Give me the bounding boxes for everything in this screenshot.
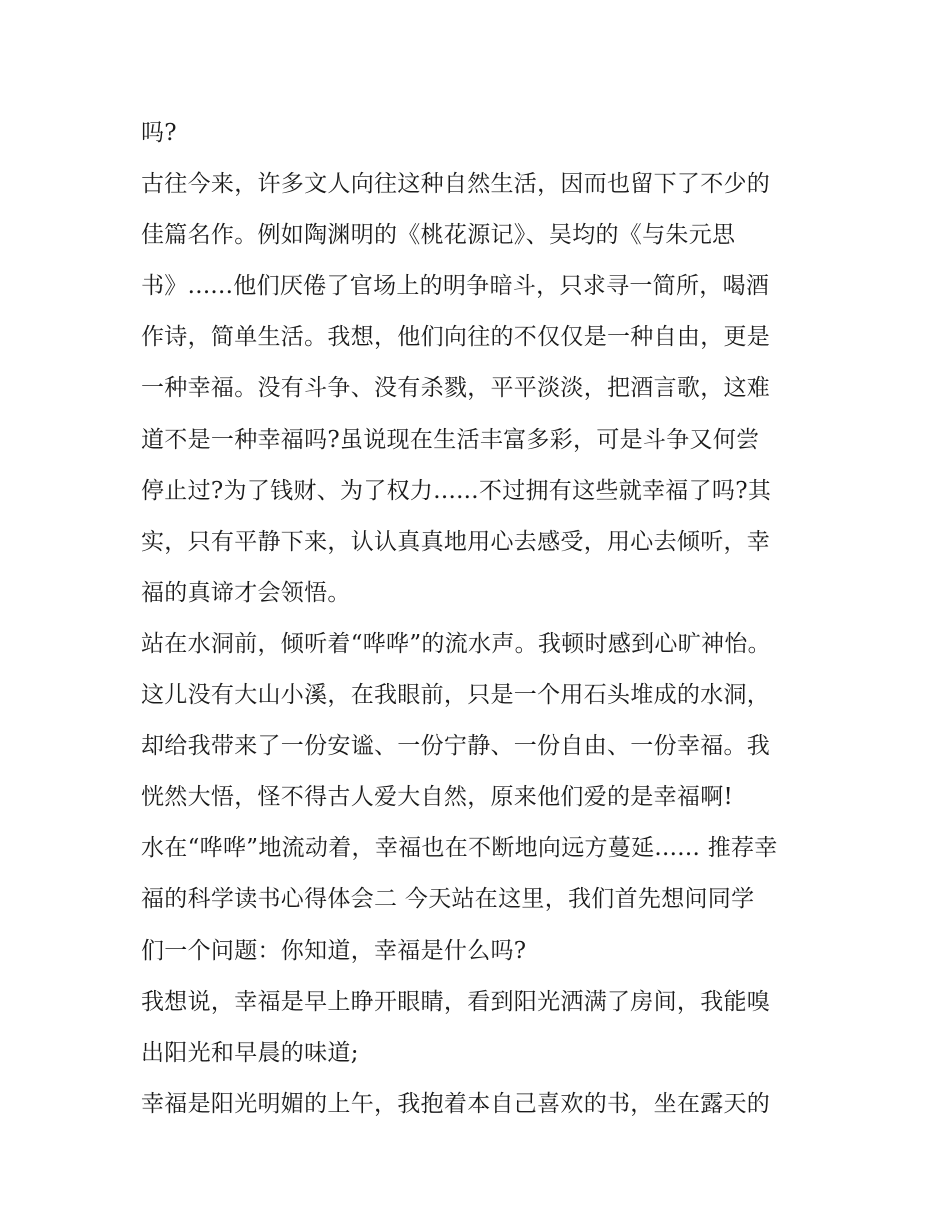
- text-line: 这儿没有大山小溪，在我眼前，只是一个用石头堆成的水洞，: [141, 682, 771, 709]
- text-line: 佳篇名作。例如陶渊明的《桃花源记》、吴均的《与朱元思: [141, 222, 736, 249]
- text-line: 站在水洞前，倾听着“哗哗”的流水声。我顿时感到心旷神怡。: [141, 630, 771, 657]
- text-line: 水在“哗哗”地流动着，幸福也在不断地向远方蔓延...... 推荐幸: [141, 835, 778, 862]
- text-line: 幸福是阳光明媚的上午，我抱着本自己喜欢的书，坐在露天的: [141, 1090, 771, 1117]
- text-line: 福的科学读书心得体会二 今天站在这里，我们首先想问同学: [141, 886, 755, 913]
- text-line: 作诗，简单生活。我想，他们向往的不仅仅是一种自由，更是: [141, 324, 771, 351]
- text-line: 道不是一种幸福吗?虽说现在生活丰富多彩，可是斗争又何尝: [141, 426, 760, 453]
- text-line: 一种幸福。没有斗争、没有杀戮，平平淡淡，把酒言歌，这难: [141, 375, 771, 402]
- text-line: 吗?: [141, 120, 177, 146]
- text-line: 书》......他们厌倦了官场上的明争暗斗，只求寻一简所，喝酒: [141, 273, 770, 300]
- text-line: 们一个问题：你知道，幸福是什么吗?: [141, 937, 527, 964]
- text-line: 实，只有平静下来，认认真真地用心去感受，用心去倾听，幸: [141, 528, 771, 555]
- text-line: 出阳光和早晨的味道;: [141, 1039, 359, 1066]
- text-line: 我想说，幸福是早上睁开眼睛，看到阳光洒满了房间，我能嗅: [141, 988, 771, 1015]
- text-line: 福的真谛才会领悟。: [141, 579, 351, 606]
- text-line: 却给我带来了一份安谧、一份宁静、一份自由、一份幸福。我: [141, 733, 771, 760]
- text-line: 古往今来，许多文人向往这种自然生活，因而也留下了不少的: [141, 171, 771, 198]
- text-line: 恍然大悟，怪不得古人爱大自然，原来他们爱的是幸福啊!: [141, 784, 734, 811]
- document-body: [141, 108, 821, 1130]
- text-line: 停止过?为了钱财、为了权力......不过拥有这些就幸福了吗?其: [141, 477, 772, 504]
